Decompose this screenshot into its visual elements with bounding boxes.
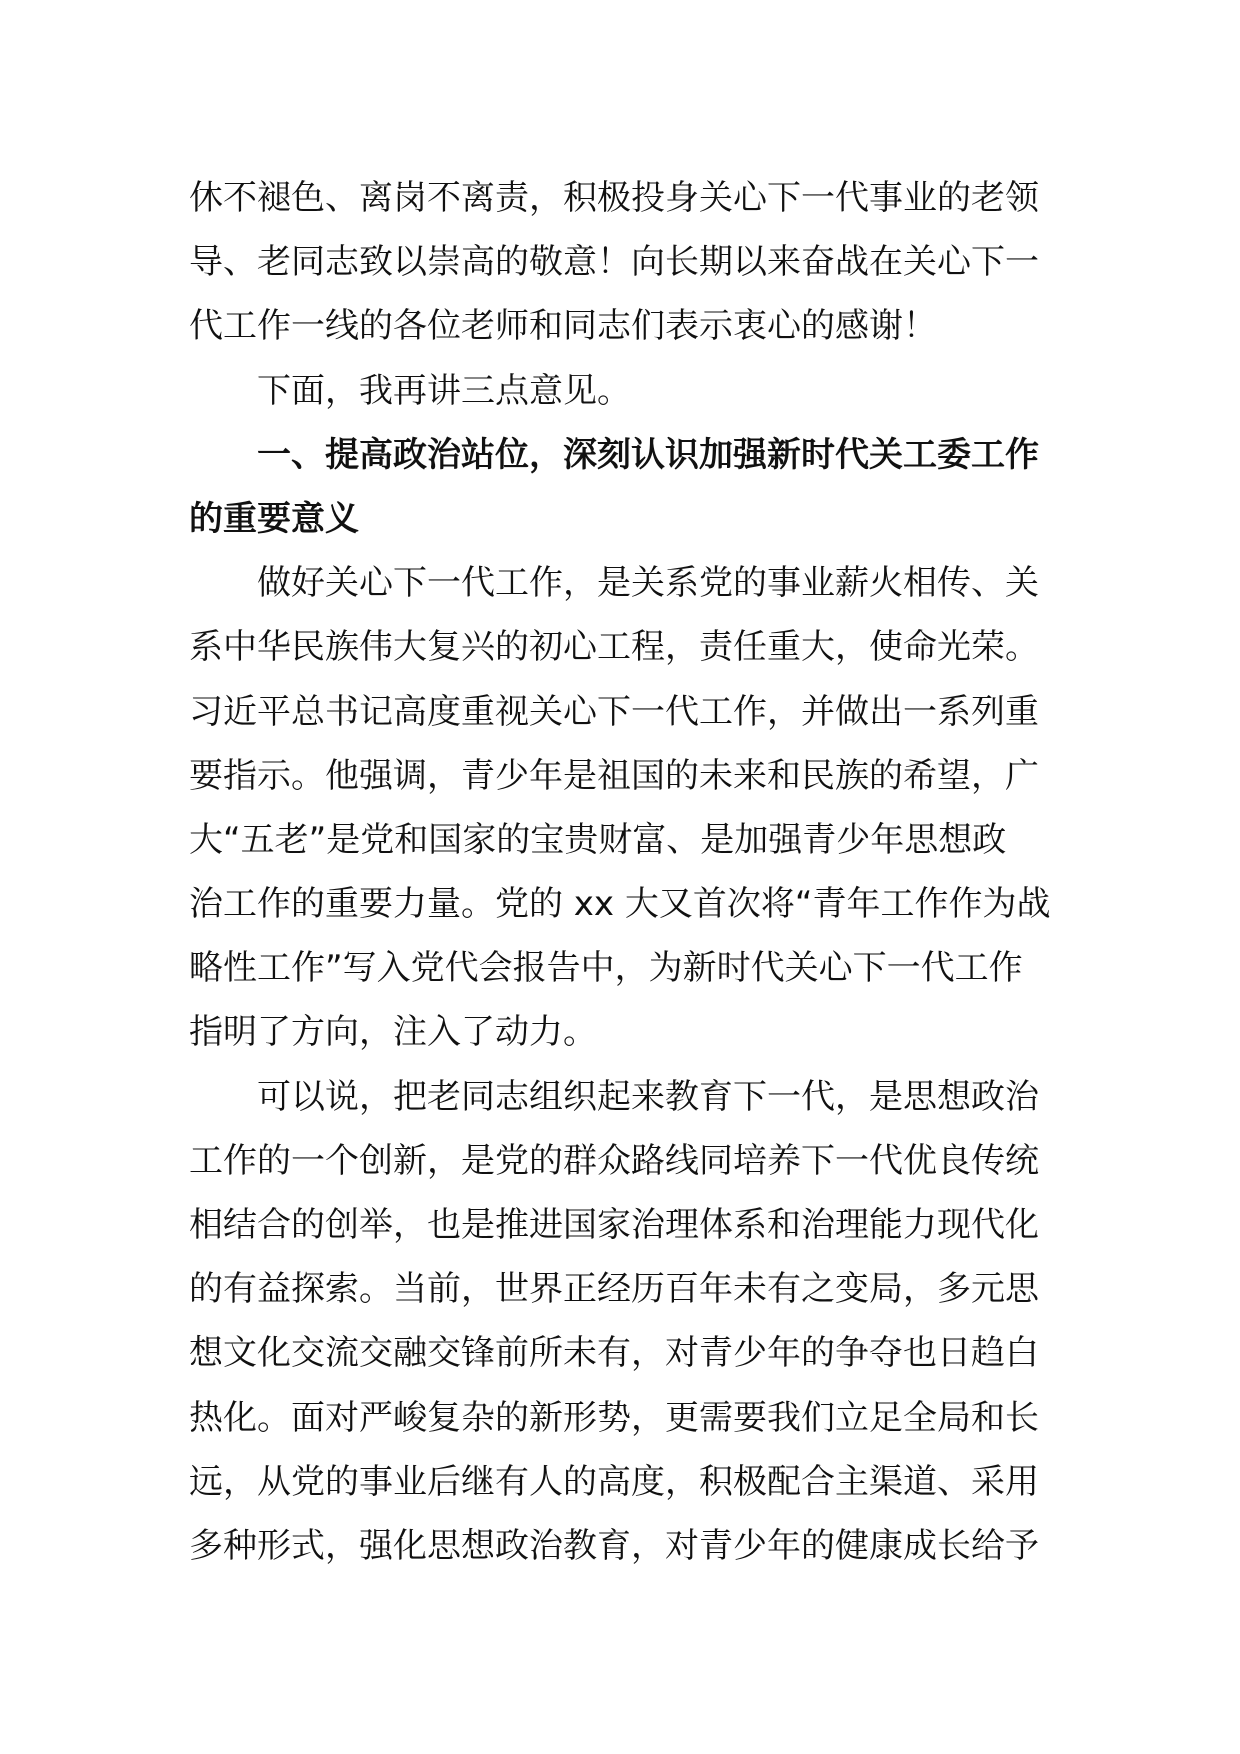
text-line: 做好关心下一代工作，是关系党的事业薪火相传、关	[257, 563, 1039, 604]
text-line: 相结合的创举，也是推进国家治理体系和治理能力现代化	[189, 1205, 1039, 1245]
text-line: 治工作的重要力量。党的 xx 大又首次将“青年工作作为战	[189, 884, 1051, 925]
text-line: 下面，我再讲三点意见。	[257, 370, 631, 411]
text-line: 略性工作”写入党代会报告中，为新时代关心下一代工作	[189, 948, 1023, 989]
text-line: 指明了方向，注入了动力。	[189, 1012, 597, 1053]
text-line: 习近平总书记高度重视关心下一代工作，并做出一系列重	[189, 691, 1039, 732]
section-heading: 一、提高政治站位，深刻认识加强新时代关工委工作	[257, 434, 1039, 475]
text-line: 休不褪色、离岗不离责，积极投身关心下一代事业的老领	[189, 178, 1039, 218]
text-line: 大“五老”是党和国家的宝贵财富、是加强青少年思想政	[189, 819, 1007, 860]
text-line: 想文化交流交融交锋前所未有，对青少年的争夺也日趋白	[189, 1333, 1039, 1374]
text-line: 远，从党的事业后继有人的高度，积极配合主渠道、采用	[189, 1461, 1039, 1502]
text-line: 工作的一个创新，是党的群众路线同培养下一代优良传统	[189, 1140, 1039, 1181]
text-line: 代工作一线的各位老师和同志们表示衷心的感谢！	[189, 306, 937, 347]
section-heading: 的重要意义	[189, 498, 359, 539]
text-line: 要指示。他强调，青少年是祖国的未来和民族的希望，广	[189, 755, 1039, 796]
text-line: 热化。面对严峻复杂的新形势，更需要我们立足全局和长	[189, 1397, 1039, 1438]
text-line: 系中华民族伟大复兴的初心工程，责任重大，使命光荣。	[189, 627, 1039, 668]
text-line: 导、老同志致以崇高的敬意！向长期以来奋战在关心下一	[189, 242, 1039, 283]
text-line: 的有益探索。当前，世界正经历百年未有之变局，多元思	[189, 1269, 1039, 1310]
body-text	[189, 166, 1059, 1578]
text-line: 可以说，把老同志组织起来教育下一代，是思想政治	[257, 1076, 1039, 1117]
text-line: 多种形式，强化思想政治教育，对青少年的健康成长给予	[189, 1525, 1039, 1566]
